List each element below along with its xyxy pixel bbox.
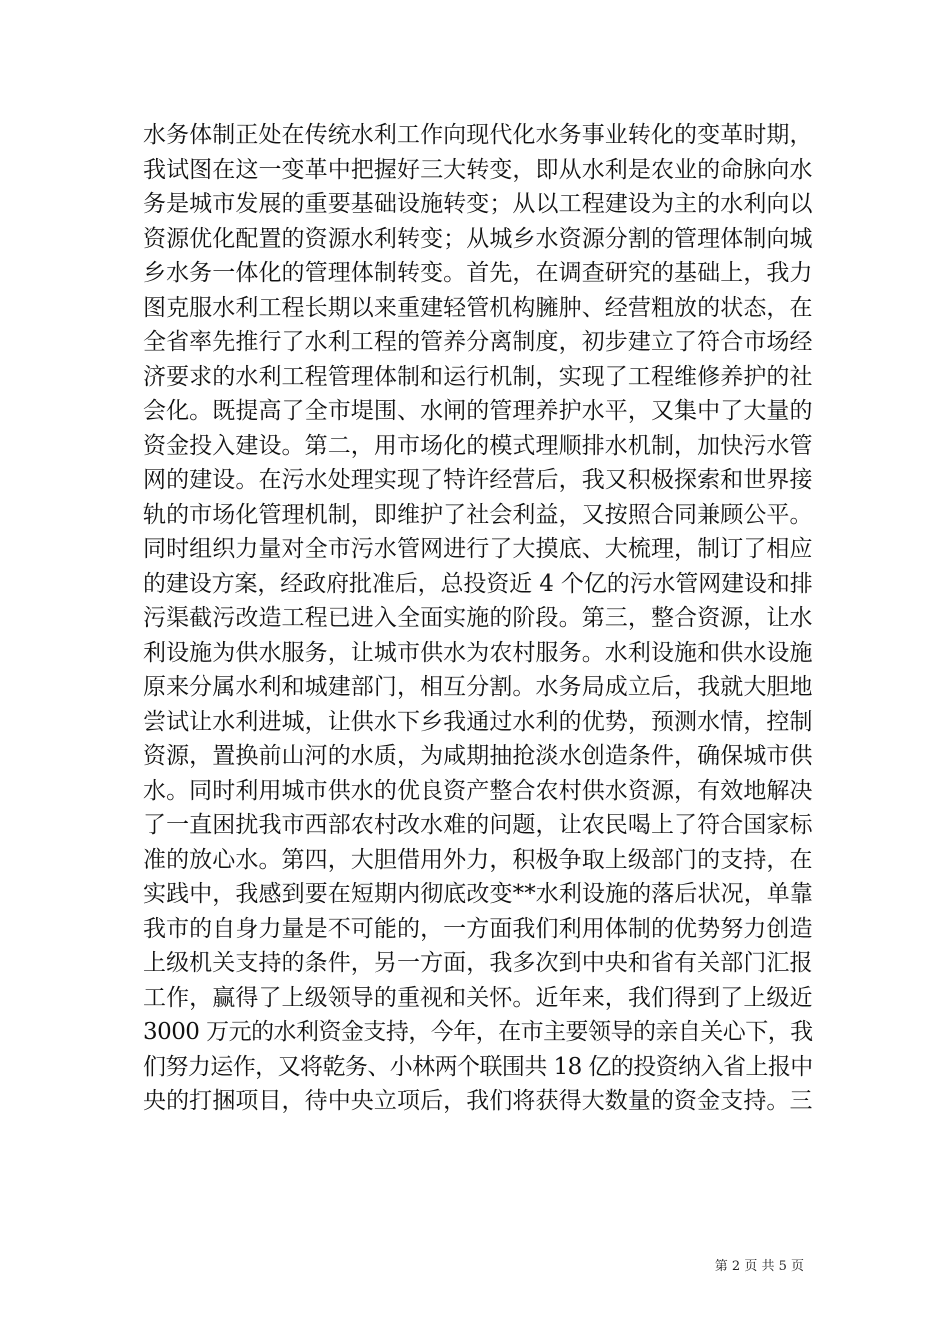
text-line: 全省率先推行了水利工程的管养分离制度，初步建立了符合市场经 xyxy=(143,329,813,355)
text-line: 资源优化配置的资源水利转变；从城乡水资源分割的管理体制向城 xyxy=(143,225,813,252)
text-line: 我试图在这一变革中把握好三大转变，即从水利是农业的命脉向水 xyxy=(143,156,813,183)
text-line: 资源，置换前山河的水质，为咸期抽抢淡水创造条件，确保城市供 xyxy=(143,743,813,769)
text-line: 工作，赢得了上级领导的重视和关怀。近年来，我们得到了上级近 xyxy=(143,984,813,1011)
text-line: 水务体制正处在传统水利工作向现代化水务事业转化的变革时期， xyxy=(143,122,813,148)
text-line: 准的放心水。第四，大胆借用外力，积极争取上级部门的支持，在 xyxy=(143,846,813,873)
text-line: 实践中，我感到要在短期内彻底改变**水利设施的落后状况，单靠 xyxy=(143,881,813,907)
text-line: 务是城市发展的重要基础设施转变；从以工程建设为主的水利向以 xyxy=(143,191,813,217)
text-line: 们努力运作，又将乾务、小林两个联围共 18 亿的投资纳入省上报中 xyxy=(143,1053,813,1080)
text-line: 图克服水利工程长期以来重建轻管机构臃肿、经营粗放的状态，在 xyxy=(143,294,813,321)
text-line: 会化。既提高了全市堤围、水闸的管理养护水平，又集中了大量的 xyxy=(143,398,813,424)
page-number: 第 2 页 共 5 页 xyxy=(714,1259,804,1274)
text-line: 水。同时利用城市供水的优良资产整合农村供水资源，有效地解决 xyxy=(143,777,813,804)
text-line: 资金投入建设。第二，用市场化的模式理顺排水机制，加快污水管 xyxy=(143,432,813,459)
body-paragraph xyxy=(143,118,813,1119)
text-line: 央的打捆项目，待中央立项后，我们将获得大数量的资金支持。三 xyxy=(143,1088,813,1114)
text-line: 的建设方案，经政府批准后，总投资近 4 个亿的污水管网建设和排 xyxy=(143,570,813,597)
text-line: 轨的市场化管理机制，即维护了社会利益，又按照合同兼顾公平。 xyxy=(143,501,813,528)
text-line: 济要求的水利工程管理体制和运行机制，实现了工程维修养护的社 xyxy=(143,363,813,390)
text-line: 原来分属水利和城建部门，相互分割。水务局成立后，我就大胆地 xyxy=(143,674,813,700)
text-line: 我市的自身力量是不可能的，一方面我们利用体制的优势努力创造 xyxy=(143,915,813,942)
text-line: 3000 万元的水利资金支持，今年，在市主要领导的亲自关心下，我 xyxy=(143,1019,813,1045)
text-line: 污渠截污改造工程已进入全面实施的阶段。第三，整合资源，让水 xyxy=(143,605,813,631)
text-line: 上级机关支持的条件，另一方面，我多次到中央和省有关部门汇报 xyxy=(143,950,813,976)
text-line: 利设施为供水服务，让城市供水为农村服务。水利设施和供水设施 xyxy=(143,639,813,666)
text-line: 了一直困扰我市西部农村改水难的问题，让农民喝上了符合国家标 xyxy=(143,812,813,838)
text-line: 乡水务一体化的管理体制转变。首先，在调查研究的基础上，我力 xyxy=(143,260,813,286)
text-line: 网的建设。在污水处理实现了特许经营后，我又积极探索和世界接 xyxy=(143,467,813,493)
text-line: 尝试让水利进城，让供水下乡我通过水利的优势，预测水情，控制 xyxy=(143,708,813,735)
text-line: 同时组织力量对全市污水管网进行了大摸底、大梳理，制订了相应 xyxy=(143,536,813,562)
